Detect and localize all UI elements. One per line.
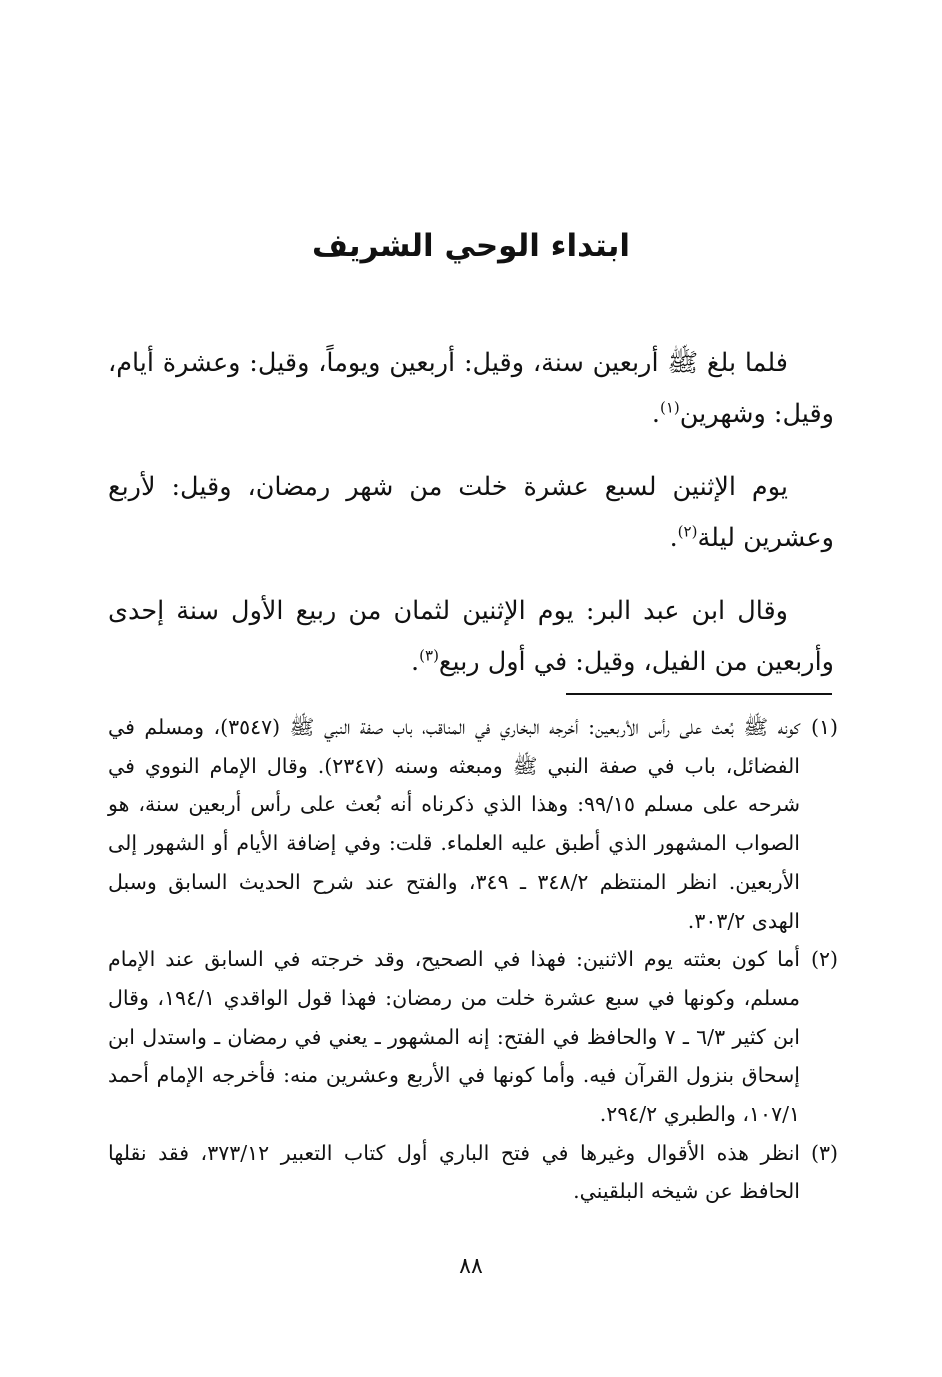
paragraph-1-text: فلما بلغ ﷺ أربعين سنة، وقيل: أربعين ويوماً، وقيل: وعشرة أيام، وقيل: وشهرين <box>108 348 834 429</box>
footnote-3 <box>108 1134 838 1211</box>
paragraph-2 <box>108 462 834 564</box>
chapter-title: ابتداء الوحي الشريف <box>312 228 630 264</box>
footnote-number: (١) <box>810 715 838 739</box>
paragraph-3 <box>108 586 834 688</box>
footnote-number: (٣) <box>810 1140 838 1165</box>
paragraph-1-end: . <box>651 399 660 429</box>
footnote-ref-2: (٢) <box>677 522 698 541</box>
paragraph-2-end: . <box>669 523 678 553</box>
footnotes <box>108 708 838 1211</box>
paragraph-2-text: يوم الإثنين لسبع عشرة خلت من شهر رمضان، وقيل: لأربع وعشرين ليلة <box>108 472 834 553</box>
footnote-number: (٢) <box>810 947 838 972</box>
main-text <box>108 338 834 710</box>
footnote-ref-3: (٣) <box>419 646 439 665</box>
footnote-text: كونه ﷺ بُعث على رأس الأربعين: أخرجه البخاري في المناقب، باب صفة النبي ﷺ (٣٥٤٧)، ومسلم في الفضائل، باب في صفة النبي ﷺ ومبعثه وسنه (٢٣٤٧). وقال الإمام النووي في شرحه على مسلم ٩٩/١٥: وهذا الذي ذكرناه أنه بُعث على رأس أربعين سنة، هو الصواب المشهور الذي أطبق عليه العلماء. قلت: وفي إضافة الأيام أو الشهور إلى الأربعين. انظر المنتظم ٣٤٨/٢ ـ ٣٤٩، والفتح عند شرح الحديث السابق وسبل الهدى ٣٠٣/٢. <box>108 715 800 933</box>
footnote-text: أما كون بعثته يوم الاثنين: فهذا في الصحيح، وقد خرجته في السابق عند الإمام مسلم، وكونها في سبع عشرة خلت من رمضان: فهذا قول الواقدي ١٩٤/١، وقال ابن كثير ٦/٣ ـ ٧ والحافظ في الفتح: إنه المشهور ـ يعني في رمضان ـ واستدل ابن إسحاق بنزول القرآن فيه. وأما كونها في الأربع وعشرين منه: فأخرجه الإمام أحمد ١٠٧/١، والطبري ٢٩٤/٢. <box>108 947 801 1127</box>
footnote-text: انظر هذه الأقوال وغيرها في فتح الباري أول كتاب التعبير ٣٧٣/١٢، فقد نقلها الحافظ عن شيخه البلقيني. <box>108 1140 801 1204</box>
paragraph-1 <box>108 338 834 440</box>
footnote-2 <box>108 940 838 1134</box>
footnote-1 <box>108 708 838 940</box>
footnote-ref-1: (١) <box>659 398 680 417</box>
paragraph-3-end: . <box>411 647 420 677</box>
paragraph-3-text: وقال ابن عبد البر: يوم الإثنين لثمان من ربيع الأول سنة إحدى وأربعين من الفيل، وقيل: في أول ربيع <box>108 596 834 677</box>
page-number: ٨٨ <box>459 1254 483 1279</box>
footnote-divider <box>566 693 832 695</box>
